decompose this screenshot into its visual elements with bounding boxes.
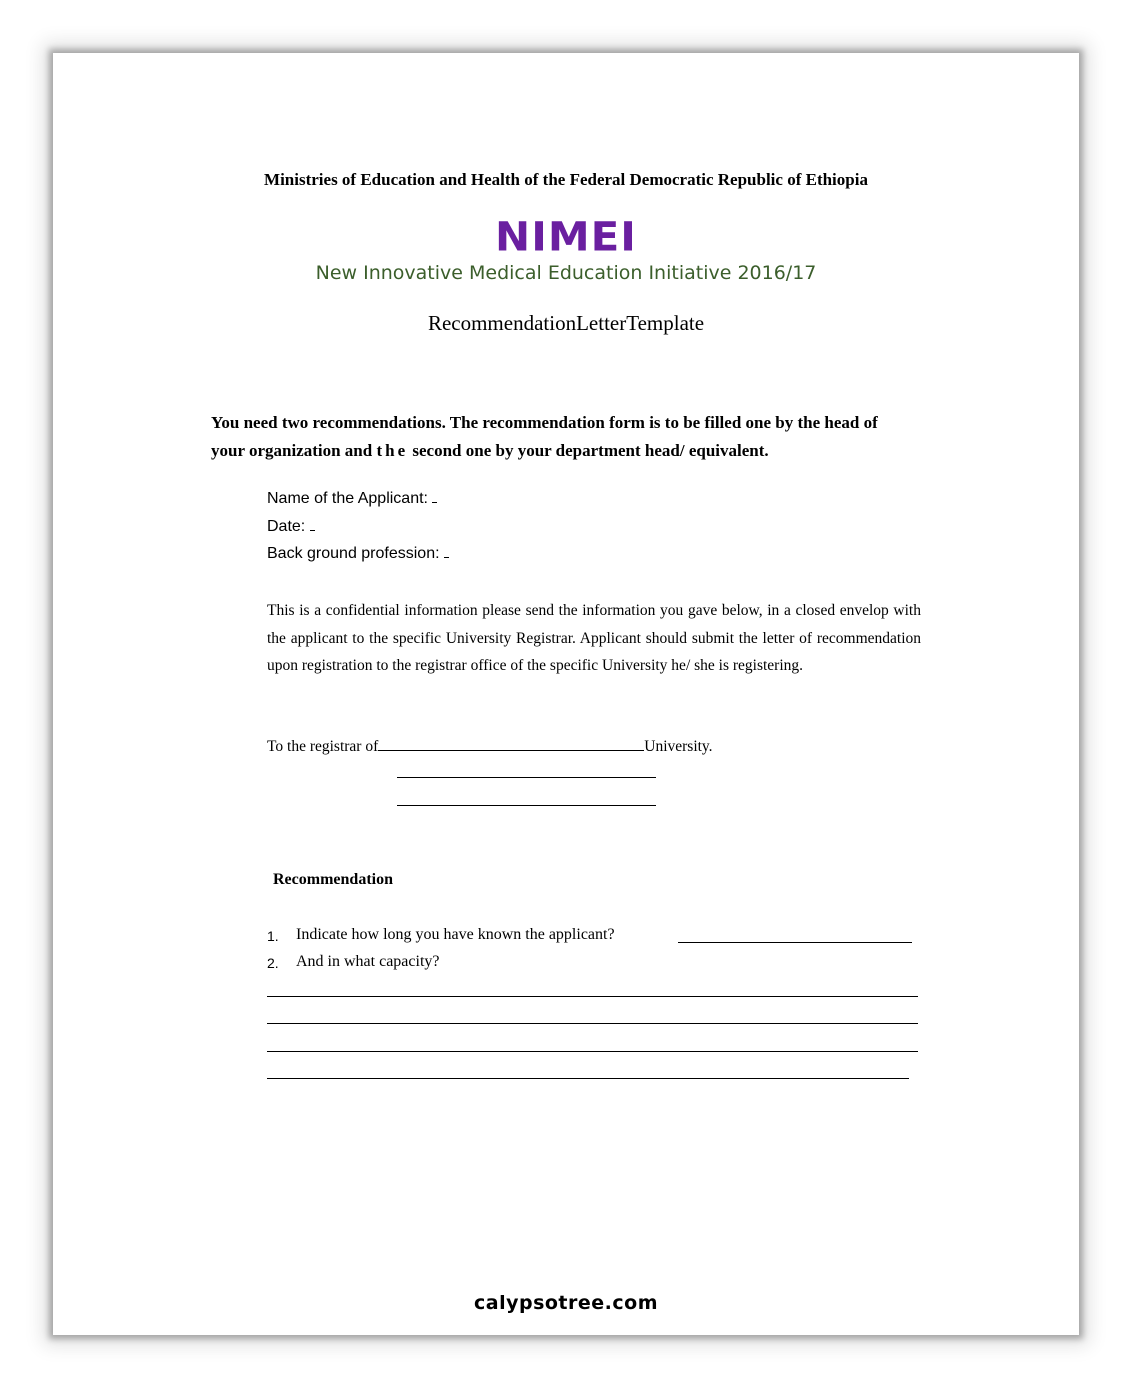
ministry-heading: Ministries of Education and Health of the Federal Democratic Republic of Ethiopia xyxy=(264,170,868,189)
address-line-2[interactable] xyxy=(397,805,656,806)
date-label: Date: xyxy=(267,518,306,535)
question-2-text: And in what capacity? xyxy=(296,953,440,970)
question-2-number: 2. xyxy=(267,955,279,971)
applicant-name-field[interactable] xyxy=(267,488,437,508)
applicant-name-blank[interactable] xyxy=(432,488,437,503)
intro-part-1: You need two recommendations. The recommendation form is to be filled one by the head of your organization and xyxy=(211,413,878,460)
document-title: RecommendationLetterTemplate xyxy=(427,311,705,335)
recommendation-heading: Recommendation xyxy=(273,871,393,888)
initiative-subtitle: New Innovative Medical Education Initiative 2016/17 xyxy=(315,262,817,284)
address-line-1[interactable] xyxy=(397,777,656,778)
answer-line-1[interactable] xyxy=(267,996,918,997)
registrar-line xyxy=(267,735,713,756)
profession-label: Back ground profession: xyxy=(267,545,440,562)
profession-blank[interactable] xyxy=(444,543,449,558)
intro-part-2: second one by your department head/ equivalent. xyxy=(408,441,769,460)
profession-field[interactable] xyxy=(267,543,449,563)
nimei-logo: NIMEI xyxy=(495,213,637,260)
intro-paragraph xyxy=(211,409,901,465)
date-field[interactable] xyxy=(267,516,315,536)
registrar-suffix: University. xyxy=(644,738,713,755)
answer-line-3[interactable] xyxy=(267,1051,918,1052)
applicant-name-label: Name of the Applicant: xyxy=(267,490,428,507)
question-1-text: Indicate how long you have known the applicant? xyxy=(296,926,615,943)
question-1-answer-line[interactable] xyxy=(678,942,912,943)
registrar-university-blank[interactable] xyxy=(378,735,644,751)
intro-the: the xyxy=(376,441,409,460)
site-watermark: calypsotree.com xyxy=(473,1292,658,1314)
registrar-prefix: To the registrar of xyxy=(267,738,379,755)
answer-line-2[interactable] xyxy=(267,1023,918,1024)
question-1-number: 1. xyxy=(267,928,279,944)
confidential-paragraph: This is a confidential information please send the information you gave below, in a closed envelop with the applicant to the specific University Registrar. Applicant should submit the letter of recommendation upon registration to the registrar office of the specific University he/ she is registering. xyxy=(267,602,921,674)
answer-line-4[interactable] xyxy=(267,1078,909,1079)
date-blank[interactable] xyxy=(310,516,315,531)
